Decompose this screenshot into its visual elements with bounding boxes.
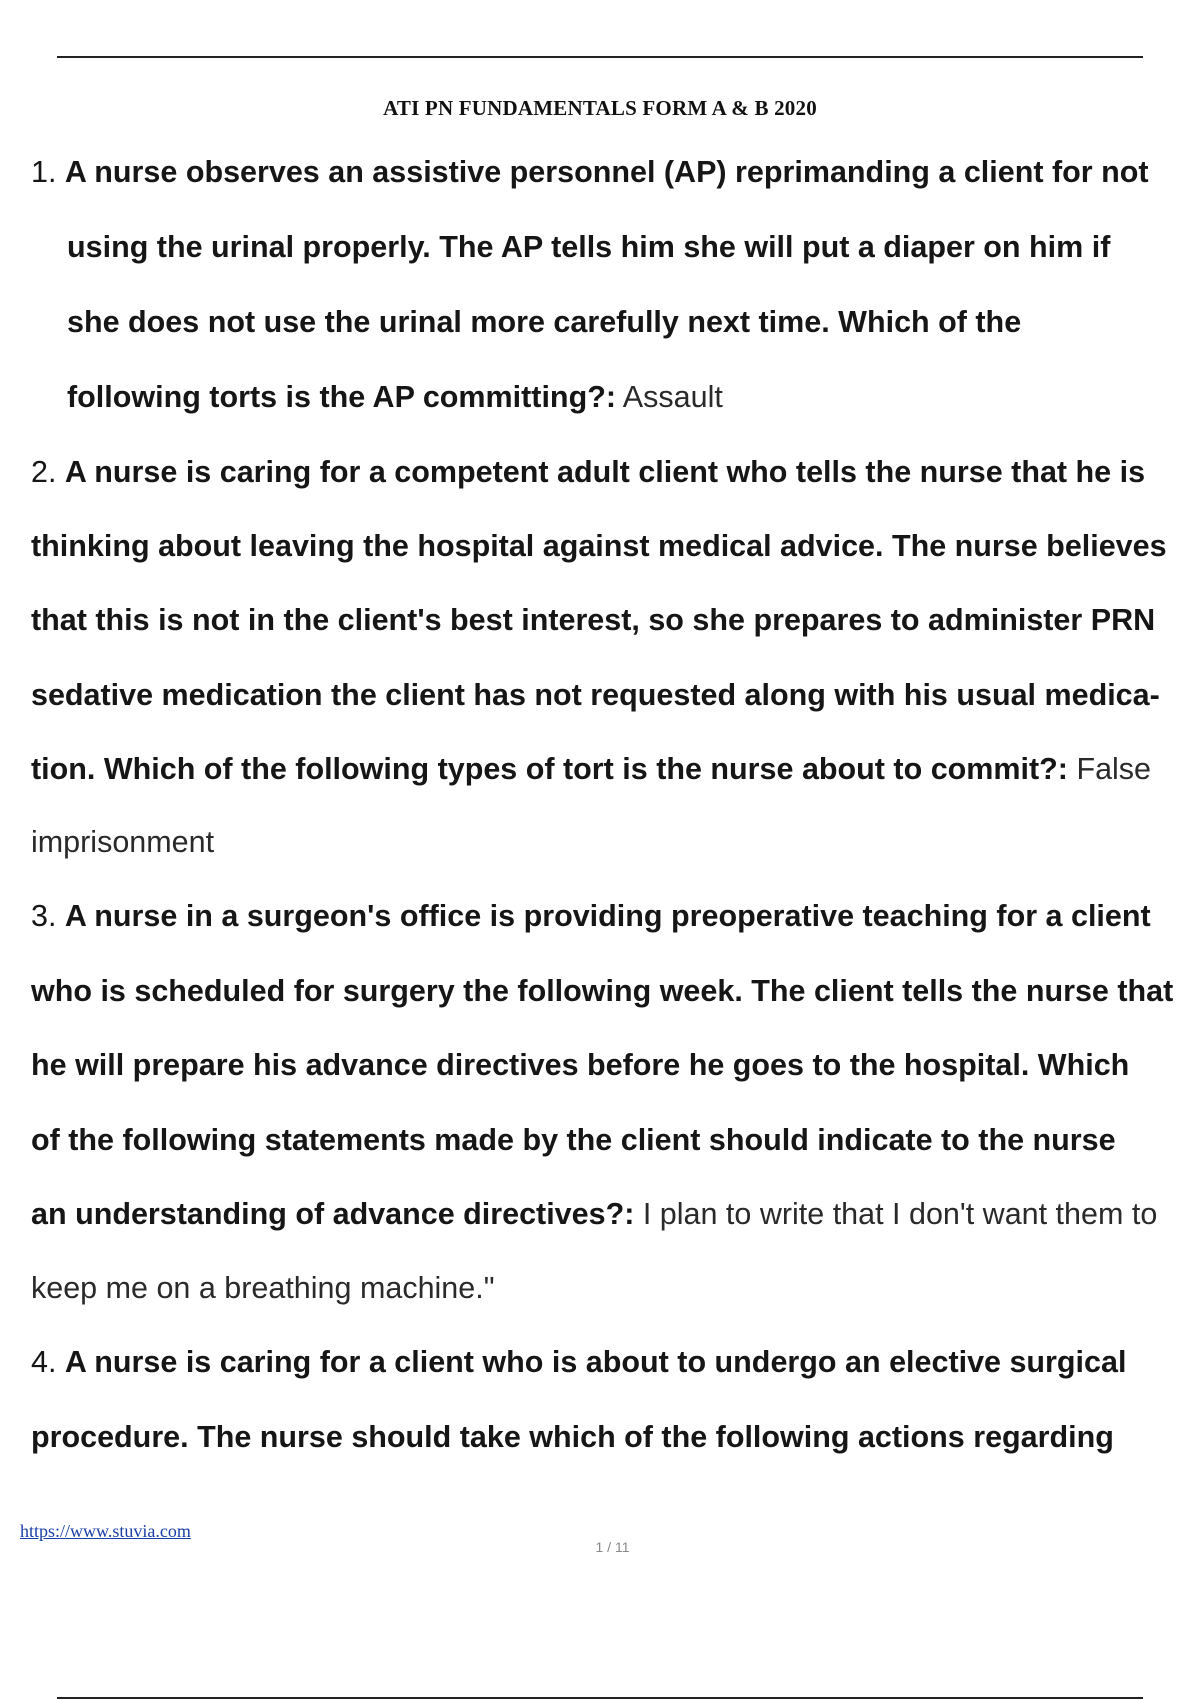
question-3-text-line: of the following statements made by the client should indicate to the nurse	[31, 1123, 1116, 1157]
question-2-text-line: tion. Which of the following types of tort is the nurse about to commit?:	[31, 752, 1068, 786]
question-3-line-5	[31, 1194, 1157, 1234]
question-3-number: 3.	[31, 899, 57, 933]
question-3-line-1	[31, 896, 1151, 936]
question-4-number: 4.	[31, 1345, 57, 1379]
question-1-line-1	[31, 152, 1149, 192]
document-title: ATI PN FUNDAMENTALS FORM A & B 2020	[383, 96, 817, 120]
question-2-line-3	[31, 600, 1155, 640]
question-1-line-4	[67, 377, 723, 417]
question-2-text-line: sedative medication the client has not requested along with his usual medica-	[31, 678, 1160, 712]
question-3-text-line: an understanding of advance directives?:	[31, 1197, 635, 1231]
question-2-text-line: A nurse is caring for a competent adult client who tells the nurse that he is	[64, 455, 1146, 489]
question-3-line-6	[31, 1268, 495, 1308]
question-2-answer: False	[1076, 752, 1152, 786]
top-rule	[57, 56, 1143, 58]
question-3-answer-continued: keep me on a breathing machine."	[31, 1271, 495, 1305]
question-2-text-line: that this is not in the client's best interest, so she prepares to administer PRN	[31, 603, 1156, 637]
question-3-line-2	[31, 971, 1173, 1011]
question-3-line-3	[31, 1045, 1129, 1085]
question-2-answer-continued: imprisonment	[31, 825, 215, 859]
question-2-line-1	[31, 452, 1145, 492]
question-2-number: 2.	[31, 455, 57, 489]
question-2-line-4	[31, 675, 1160, 715]
question-2-line-5	[31, 749, 1151, 789]
question-3-answer: I plan to write that I don't want them to	[642, 1197, 1158, 1231]
question-3-text-line: he will prepare his advance directives before he goes to the hospital. Which	[31, 1048, 1130, 1082]
question-1-answer: Assault	[622, 380, 723, 414]
question-4-text-line: A nurse is caring for a client who is about to undergo an elective surgical	[64, 1345, 1127, 1379]
question-2-line-2	[31, 526, 1167, 566]
question-2-line-6	[31, 822, 214, 862]
question-1-line-3	[67, 302, 1021, 342]
question-3-text-line: A nurse in a surgeon's office is providing preoperative teaching for a client	[64, 899, 1151, 933]
question-2-text-line: thinking about leaving the hospital against medical advice. The nurse believes	[31, 529, 1167, 563]
source-link[interactable]: https://www.stuvia.com	[20, 1521, 191, 1541]
question-4-line-2	[31, 1417, 1114, 1457]
question-1-text-line: she does not use the urinal more carefully next time. Which of the	[67, 305, 1022, 339]
question-3-text-line: who is scheduled for surgery the following week. The client tells the nurse that	[31, 974, 1174, 1008]
question-4-line-1	[31, 1342, 1126, 1382]
question-4-text-line: procedure. The nurse should take which of the following actions regarding	[31, 1420, 1114, 1454]
question-3-line-4	[31, 1120, 1116, 1160]
page-indicator: 1 / 11	[595, 1539, 630, 1555]
question-1-line-2	[67, 227, 1110, 267]
question-1-number: 1.	[31, 155, 57, 189]
question-1-text-line: A nurse observes an assistive personnel (AP) reprimanding a client for not	[64, 155, 1149, 189]
question-1-text-line: using the urinal properly. The AP tells him she will put a diaper on him if	[67, 230, 1111, 264]
question-1-text-line: following torts is the AP committing?:	[67, 380, 616, 414]
bottom-rule	[57, 1697, 1143, 1699]
